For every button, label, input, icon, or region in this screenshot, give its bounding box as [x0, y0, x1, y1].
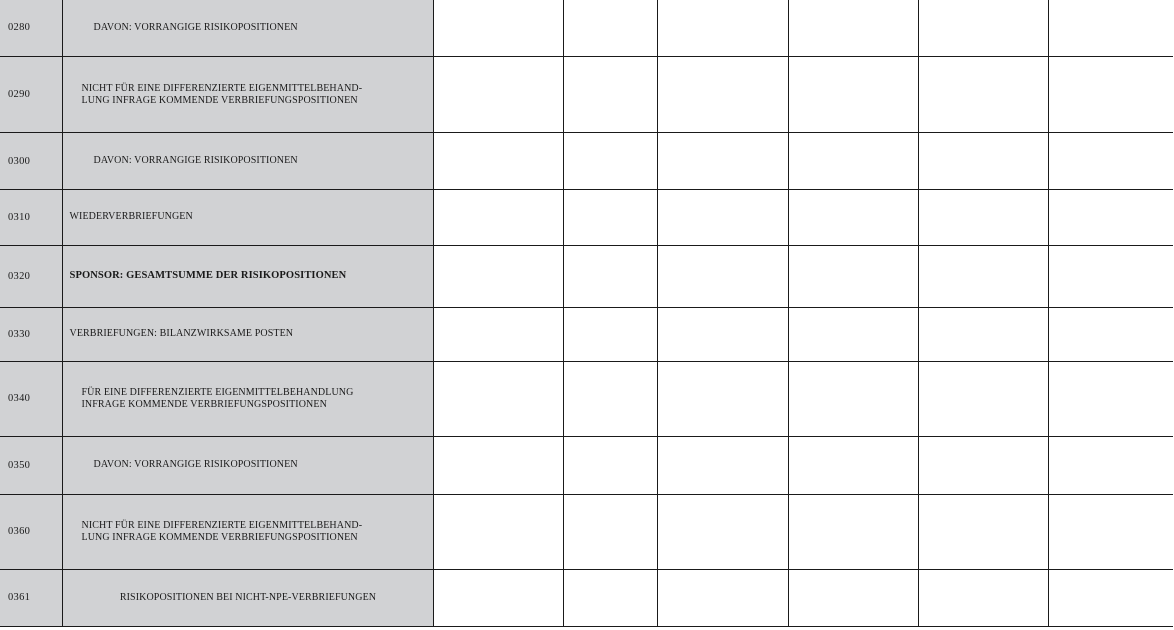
value-cell[interactable]	[657, 569, 788, 626]
value-cell[interactable]	[918, 494, 1048, 569]
row-label: VERBRIEFUNGEN: BILANZWIRKSAME POSTEN	[69, 328, 294, 340]
value-cell[interactable]	[657, 245, 788, 307]
row-label-cell	[62, 189, 433, 245]
table-row	[0, 494, 1173, 569]
row-label: FÜR EINE DIFFERENZIERTE EIGENMITTELBEHANDLUNG INFRAGE KOMMENDE VERBRIEFUNGSPOSITIONEN	[81, 386, 354, 410]
row-code: 0280	[0, 0, 62, 56]
value-cell[interactable]	[788, 56, 918, 133]
value-cell[interactable]	[1048, 569, 1173, 626]
value-cell[interactable]	[788, 436, 918, 494]
value-cell[interactable]	[433, 362, 563, 437]
value-cell[interactable]	[433, 189, 563, 245]
value-cell[interactable]	[657, 56, 788, 133]
table-row	[0, 307, 1173, 361]
value-cell[interactable]	[788, 0, 918, 56]
table-row	[0, 245, 1173, 307]
value-cell[interactable]	[918, 133, 1048, 189]
value-cell[interactable]	[563, 569, 657, 626]
value-cell[interactable]	[563, 0, 657, 56]
value-cell[interactable]	[433, 133, 563, 189]
value-cell[interactable]	[563, 245, 657, 307]
row-code: 0320	[0, 245, 62, 307]
row-label-cell	[62, 307, 433, 361]
value-cell[interactable]	[657, 362, 788, 437]
value-cell[interactable]	[433, 0, 563, 56]
value-cell[interactable]	[657, 133, 788, 189]
value-cell[interactable]	[788, 133, 918, 189]
row-label-cell	[62, 0, 433, 56]
value-cell[interactable]	[1048, 133, 1173, 189]
value-cell[interactable]	[788, 307, 918, 361]
value-cell[interactable]	[918, 307, 1048, 361]
row-code: 0340	[0, 362, 62, 437]
row-label-cell	[62, 569, 433, 626]
value-cell[interactable]	[918, 245, 1048, 307]
row-code: 0361	[0, 569, 62, 626]
value-cell[interactable]	[563, 494, 657, 569]
value-cell[interactable]	[1048, 436, 1173, 494]
row-label-cell	[62, 56, 433, 133]
row-code: 0360	[0, 494, 62, 569]
value-cell[interactable]	[788, 494, 918, 569]
row-label-cell	[62, 494, 433, 569]
row-label-cell	[62, 133, 433, 189]
row-label: DAVON: VORRANGIGE RISIKOPOSITIONEN	[93, 155, 298, 167]
value-cell[interactable]	[918, 0, 1048, 56]
value-cell[interactable]	[657, 189, 788, 245]
row-code: 0330	[0, 307, 62, 361]
row-label: DAVON: VORRANGIGE RISIKOPOSITIONEN	[93, 21, 298, 33]
value-cell[interactable]	[657, 436, 788, 494]
value-cell[interactable]	[1048, 56, 1173, 133]
value-cell[interactable]	[563, 133, 657, 189]
table-row	[0, 56, 1173, 133]
value-cell[interactable]	[1048, 494, 1173, 569]
value-cell[interactable]	[1048, 307, 1173, 361]
value-cell[interactable]	[788, 245, 918, 307]
value-cell[interactable]	[657, 0, 788, 56]
value-cell[interactable]	[1048, 0, 1173, 56]
row-label: RISIKOPOSITIONEN BEI NICHT-NPE-VERBRIEFUNGEN	[119, 591, 377, 603]
value-cell[interactable]	[433, 245, 563, 307]
value-cell[interactable]	[918, 56, 1048, 133]
row-code: 0350	[0, 436, 62, 494]
row-label: DAVON: VORRANGIGE RISIKOPOSITIONEN	[93, 459, 298, 471]
value-cell[interactable]	[1048, 245, 1173, 307]
row-label-cell	[62, 436, 433, 494]
value-cell[interactable]	[918, 436, 1048, 494]
table-row	[0, 436, 1173, 494]
value-cell[interactable]	[563, 307, 657, 361]
row-label-cell	[62, 245, 433, 307]
row-label-cell	[62, 362, 433, 437]
value-cell[interactable]	[433, 436, 563, 494]
value-cell[interactable]	[433, 494, 563, 569]
value-cell[interactable]	[1048, 362, 1173, 437]
table-row	[0, 133, 1173, 189]
value-cell[interactable]	[657, 494, 788, 569]
value-cell[interactable]	[918, 362, 1048, 437]
value-cell[interactable]	[563, 56, 657, 133]
value-cell[interactable]	[433, 307, 563, 361]
value-cell[interactable]	[1048, 189, 1173, 245]
value-cell[interactable]	[433, 56, 563, 133]
row-label: NICHT FÜR EINE DIFFERENZIERTE EIGENMITTELBEHAND- LUNG INFRAGE KOMMENDE VERBRIEFUNGSPOSITIONEN	[81, 519, 363, 543]
table-row	[0, 0, 1173, 56]
value-cell[interactable]	[788, 362, 918, 437]
value-cell[interactable]	[563, 362, 657, 437]
row-label: SPONSOR: GESAMTSUMME DER RISIKOPOSITIONEN	[69, 270, 347, 282]
row-code: 0310	[0, 189, 62, 245]
row-label: WIEDERVERBRIEFUNGEN	[69, 211, 193, 223]
row-label: NICHT FÜR EINE DIFFERENZIERTE EIGENMITTELBEHAND- LUNG INFRAGE KOMMENDE VERBRIEFUNGSPOSITIONEN	[81, 82, 363, 106]
row-code: 0290	[0, 56, 62, 133]
table-row	[0, 189, 1173, 245]
value-cell[interactable]	[563, 189, 657, 245]
table-row	[0, 569, 1173, 626]
value-cell[interactable]	[657, 307, 788, 361]
value-cell[interactable]	[563, 436, 657, 494]
value-cell[interactable]	[433, 569, 563, 626]
value-cell[interactable]	[918, 569, 1048, 626]
table-row	[0, 362, 1173, 437]
row-code: 0300	[0, 133, 62, 189]
value-cell[interactable]	[918, 189, 1048, 245]
value-cell[interactable]	[788, 189, 918, 245]
value-cell[interactable]	[788, 569, 918, 626]
